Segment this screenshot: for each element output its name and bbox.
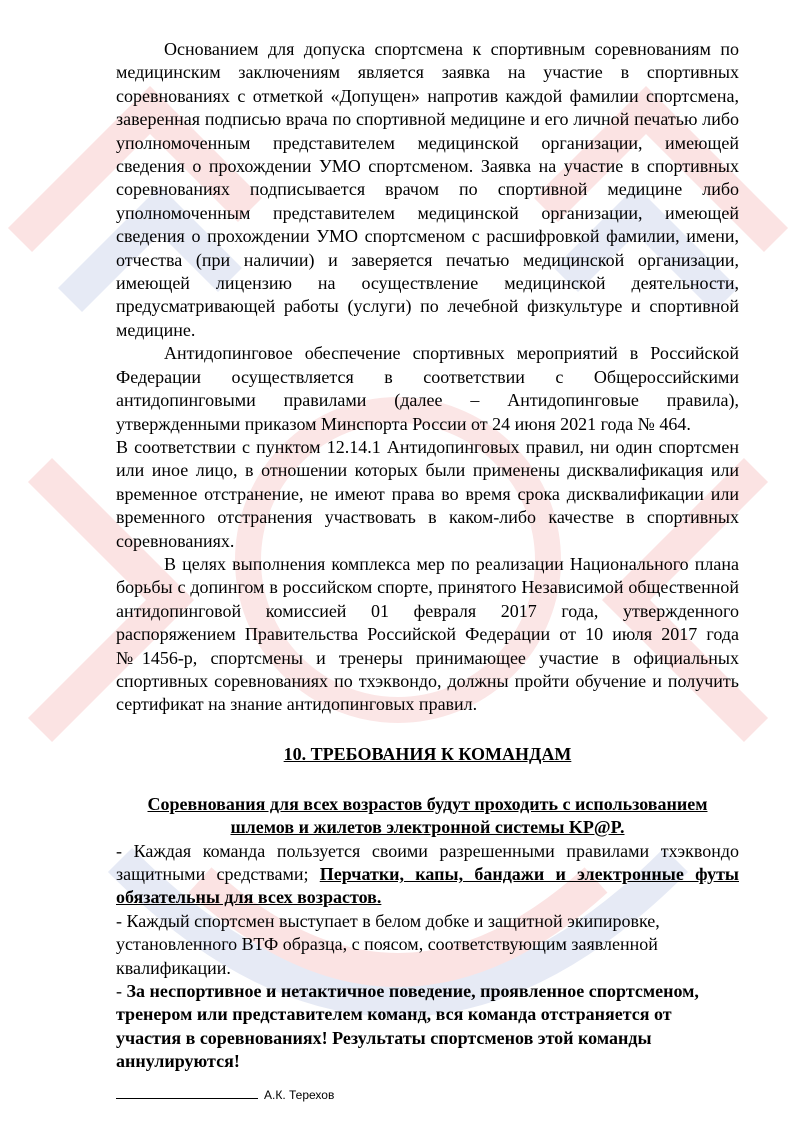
signature-line (116, 1086, 258, 1099)
signature-name: А.К. Терехов (264, 1088, 335, 1102)
paragraph-national-plan: В целях выполнения комплекса мер по реализации Национального плана борьбы с допингом в российском спорте, принятого Независимой общественной антидопинговой комиссией 01 февраля 2017 года, утвержденного распоряжением Правительства Российской Федерации от 10 июля 2017 года №1456-р, спортсмены и тренеры принимающее участие в официальных спортивных соревнованиях по тхэквондо, должны пройти обучение и получить сертификат на знание антидопинговых правил. (116, 553, 739, 715)
paragraph-antidoping-support: Антидопинговое обеспечение спортивных мероприятий в Российской Федерации осуществляется в соответствии с Общероссийскими антидопинговыми правилами (далее – Антидопинговые правила), утвержденными приказом Минспорта России от 24 июня 2021 года № 464. (116, 343, 739, 434)
subheading-line-2: шлемов и жилетов электронной системы KP@P. (230, 817, 625, 838)
subheading-line-1: Соревнования для всех возрастов будут проходить с использованием (147, 793, 708, 814)
signature-block (116, 1086, 334, 1102)
requirement-conduct-bold: За неспортивное и нетактичное поведение, проявленное спортсменом, тренером или представителем команд, вся команда отстраняется от участия в соревнованиях! Результаты спортсменов этой команды аннулируются! (116, 981, 699, 1072)
requirement-protective-gear-bold: Перчатки, капы, бандажи и электронные футы обязательны для всех возрастов. (116, 864, 739, 908)
requirement-conduct-dash: - (116, 981, 127, 1002)
requirement-uniform: - Каждый спортсмен выступает в белом добке и защитной экипировке, установленного ВТФ образца, с поясом, соответствующим заявленной квалификации. (116, 910, 660, 978)
requirement-protective-gear (116, 840, 739, 910)
paragraph-disqualification-rule: В соответствии с пунктом 12.14.1 Антидопинговых правил, ни один спортсмен или иное лицо, в отношении которых были применены дисквалификация или временное отстранение, не имеют права во время срока дисквалификации или временного отстранения участвовать в каком-либо качестве в спортивных соревнованиях. (116, 436, 739, 551)
requirement-conduct (116, 980, 739, 1074)
section-heading: 10. ТРЕБОВАНИЯ К КОМАНДАМ (283, 743, 572, 764)
requirement-protective-gear-text: - Каждая команда пользуется своими разрешенными правилами тхэквондо защитными средствами; (116, 840, 739, 884)
document-page (116, 38, 739, 1074)
paragraph-medical-admission: Основанием для допуска спортсмена к спортивным соревнованиям по медицинским заключениям является заявка на участие в спортивных соревнованиях с отметкой «Допущен» напротив каждой фамилии спортсмена, заверенная подписью врача по спортивной медицине и его личной печатью либо уполномоченным представителем медицинской организации, имеющей сведения о прохождении УМО спортсменом. Заявка на участие в спортивных соревнованиях подписывается врачом по спортивной медицине либо уполномоченным представителем медицинской организации, имеющей сведения о прохождении УМО спортсменом с расшифровкой фамилии, имени, отчества (при наличии) и заверяется печатью медицинской организации, имеющей лицензию на осуществление медицинской деятельности, предусматривающей работы (услуги) по лечебной физкультуре и спортивной медицине. (116, 39, 739, 340)
